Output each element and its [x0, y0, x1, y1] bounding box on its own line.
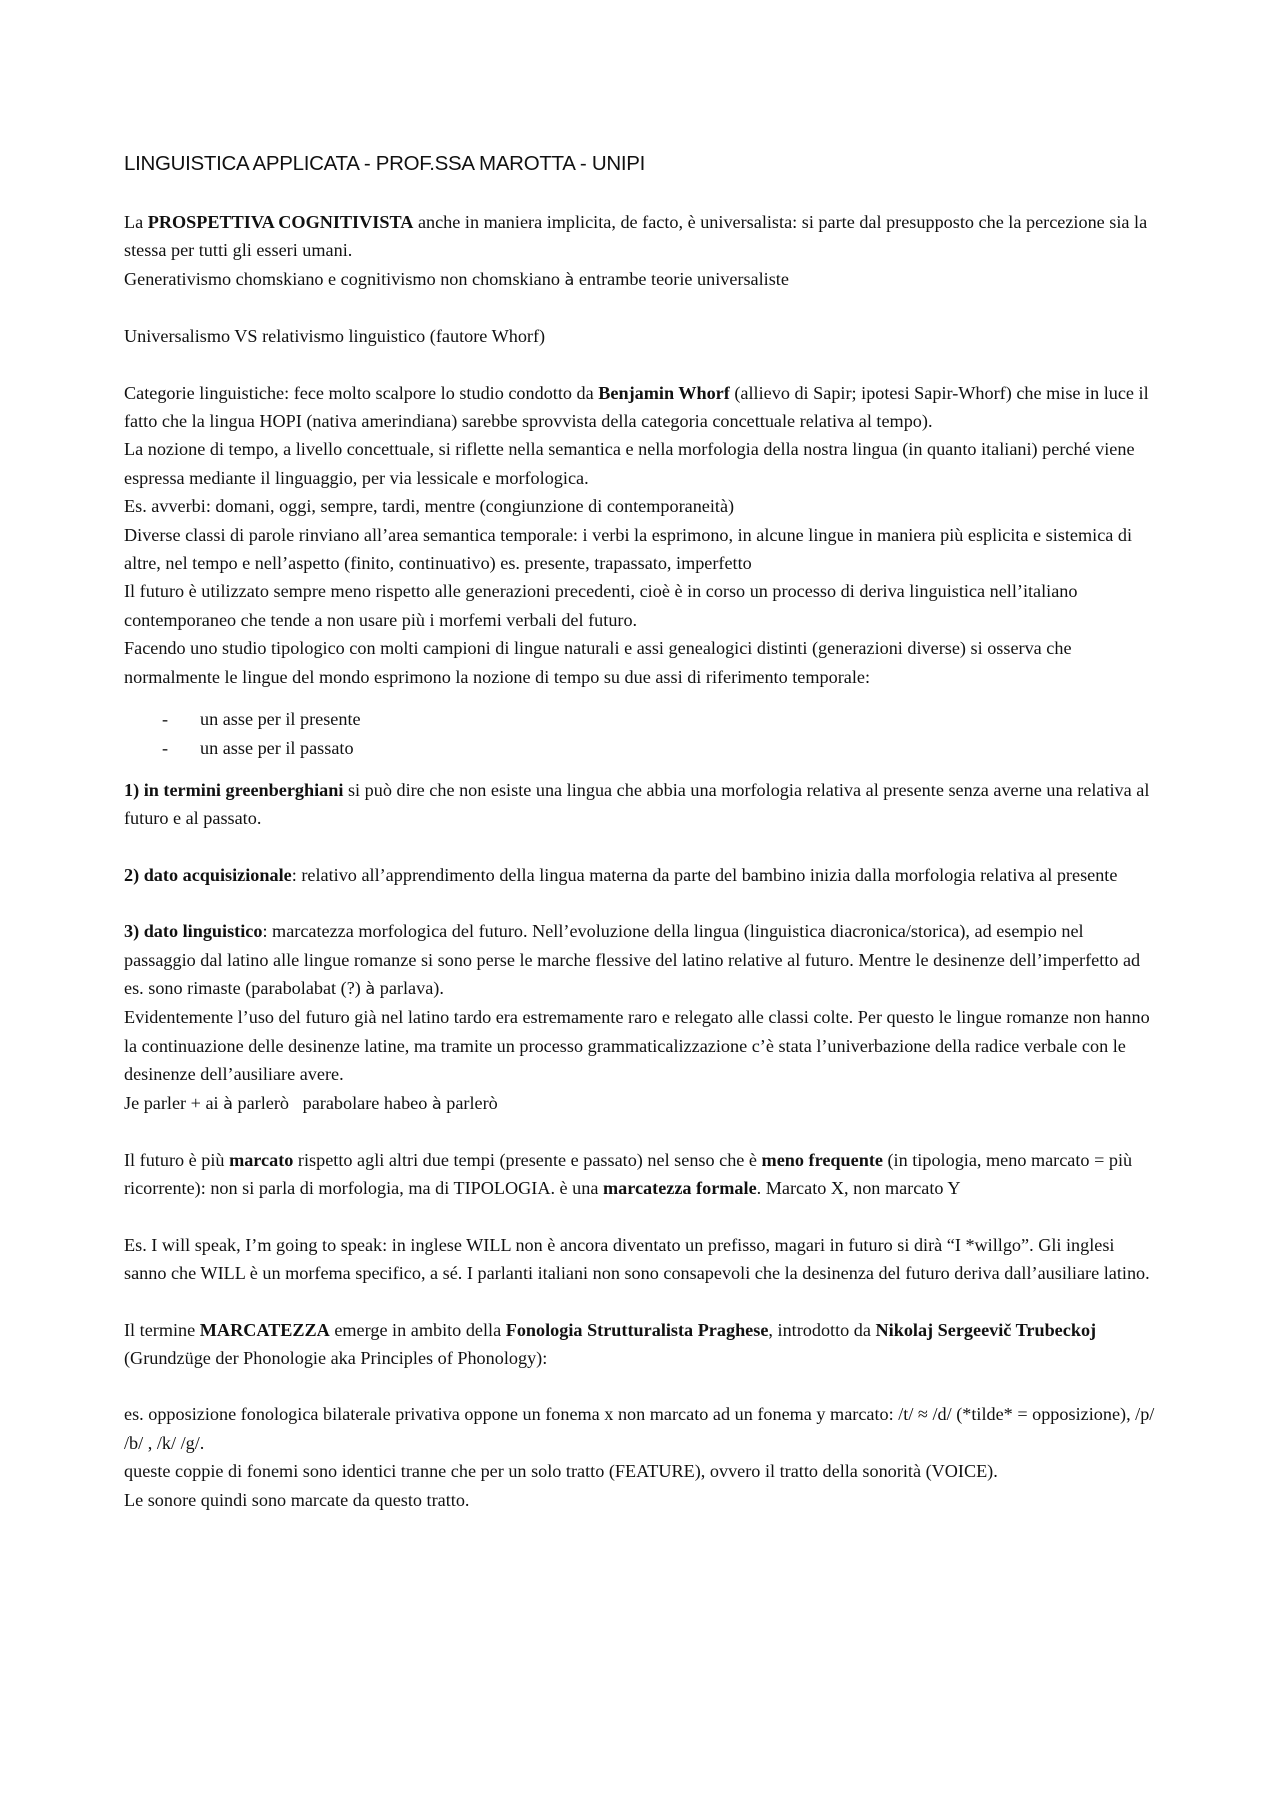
paragraph-studio-tipologico: Facendo uno studio tipologico con molti campioni di lingue naturali e assi genealogici distinti (generazioni diverse) si osserva che normalmente le lingue del mondo esprimono la nozione di tempo su due assi di riferimento temporale:	[124, 638, 1072, 687]
arrow-glyph: à	[223, 1093, 233, 1113]
bold-term: Benjamin Whorf	[598, 382, 730, 403]
paragraph-prospettiva	[124, 208, 1159, 265]
text-run: Il futuro è più	[124, 1149, 230, 1170]
text-run: parlerò	[441, 1092, 498, 1113]
text-run: (Grundzüge der Phonologie aka Principles of Phonology):	[124, 1348, 548, 1368]
paragraph-avverbi: Es. avverbi: domani, oggi, sempre, tardi, mentre (congiunzione di contemporaneità)	[124, 496, 735, 517]
arrow-glyph: à	[431, 1093, 442, 1113]
arrow-glyph: à	[365, 978, 376, 998]
paragraph-nozione-tempo: La nozione di tempo, a livello concettuale, si riflette nella semantica e nella morfologia della nostra lingua (in quanto italiani) perché viene espressa mediante il linguaggio, per via lessicale e morfologica.	[124, 439, 1135, 488]
text-run: : marcatezza morfologica del futuro. Nell’evoluzione della lingua (linguistica diacronica/storica), ad esempio nel passaggio dal latino alle lingue romanze si sono perse le marche flessive del latino relative al futuro. Mentre le desinenze dell’imperfetto ad es. sono rimaste (parabolabat (?)	[124, 921, 1141, 998]
text-run: La	[124, 212, 148, 232]
bold-term: PROSPETTIVA COGNITIVISTA	[147, 212, 414, 232]
paragraph-universalismo: Universalismo VS relativismo linguistico (fautore Whorf)	[124, 326, 546, 347]
paragraph-will-speak: Es. I will speak, I’m going to speak: in inglese WILL non è ancora diventato un prefisso, magari in futuro si dirà “I *willgo”. Gli inglesi sanno che WILL è un morfema specifico, a sé. I parlanti italiani non sono consapevoli che la desinenza del futuro deriva dall’ausiliare latino.	[124, 1234, 1150, 1284]
paragraph-sonore: Le sonore quindi sono marcate da questo tratto.	[124, 1489, 470, 1510]
text-run: parlava).	[375, 977, 444, 998]
bold-term: marcato	[229, 1149, 294, 1170]
paragraph-je-parler	[124, 1089, 1159, 1118]
text-run: : relativo all’apprendimento della lingua materna da parte del bambino inizia dalla morfologia relativa al presente	[291, 864, 1118, 885]
paragraph-futuro-uso: Il futuro è utilizzato sempre meno rispetto alle generazioni precedenti, cioè è in corso un processo di deriva linguistica nell’italiano contemporaneo che tende a non usare più i morfemi verbali del futuro.	[124, 581, 1078, 630]
paragraph-acquisizionale	[124, 861, 1159, 889]
text-run: (in tipologia, meno marcato = più ricorrente): non si parla di morfologia, ma di TIPOLOGIA. è una	[124, 1149, 1133, 1199]
paragraph-greenberghiani	[124, 776, 1159, 833]
paragraph-dato-linguistico	[124, 917, 1159, 1003]
bold-term: meno frequente	[761, 1149, 883, 1170]
paragraph-categorie	[124, 379, 1159, 436]
text-run: Il termine	[124, 1319, 200, 1340]
bold-term: 2) dato acquisizionale	[124, 864, 292, 885]
text-run: parlerò parabolare habeo	[232, 1092, 432, 1113]
text-run: Categorie linguistiche: fece molto scalpore lo studio condotto da	[124, 382, 599, 403]
list-item: - un asse per il passato	[162, 734, 1159, 762]
paragraph-generativismo	[124, 265, 1159, 294]
text-run: si può dire che non esiste una lingua che abbia una morfologia relativa al presente senza averne una relativa al futuro e al passato.	[124, 779, 1150, 829]
document-title: LINGUISTICA APPLICATA - PROF.SSA MAROTTA - UNIPI	[124, 152, 645, 175]
bold-term: 1) in termini greenberghiani	[124, 779, 344, 800]
paragraph-marcatezza-termine	[124, 1316, 1159, 1373]
dash-list	[124, 705, 1159, 762]
bold-term: MARCATEZZA	[199, 1319, 330, 1340]
arrow-glyph: à	[564, 269, 575, 289]
bold-term: 3) dato linguistico	[124, 921, 263, 942]
text-run: . Marcato X, non marcato Y	[756, 1178, 961, 1199]
text-run: rispetto agli altri due tempi (presente e passato) nel senso che è	[293, 1149, 762, 1170]
paragraph-latino-tardo: Evidentemente l’uso del futuro già nel latino tardo era estremamente raro e relegato alle classi colte. Per questo le lingue romanze non hanno la continuazione delle desinenze latine, ma tramite un processo grammaticalizzazione c’è stata l’univerbazione della radice verbale con le desinenze dell’ausiliare avere.	[124, 1007, 1150, 1085]
text-run: (allievo di Sapir; ipotesi Sapir-Whorf) che mise in luce il fatto che la lingua HOPI (nativa amerindiana) sarebbe sprovvista della categoria concettuale relativa al tempo).	[124, 382, 1149, 432]
text-run: Generativismo chomskiano e cognitivismo non chomskiano	[124, 268, 565, 289]
paragraph-coppie-fonemi: queste coppie di fonemi sono identici tranne che per un solo tratto (FEATURE), ovvero il tratto della sonorità (VOICE).	[124, 1461, 998, 1482]
paragraph-classi-parole: Diverse classi di parole rinviano all’area semantica temporale: i verbi la esprimono, in alcune lingue in maniera più esplicita e sistemica di altre, nel tempo e nell’aspetto (finito, continuativo) es. presente, trapassato, imperfetto	[124, 524, 1133, 574]
document-body	[124, 150, 1159, 1514]
text-run: anche in maniera implicita, de facto, è universalista: si parte dal presupposto che la percezione sia la stessa per tutti gli esseri umani.	[124, 212, 1148, 261]
bold-term: Fonologia Strutturalista Praghese	[505, 1319, 769, 1340]
text-run: , introdotto da	[768, 1319, 876, 1340]
paragraph-opposizione: es. opposizione fonologica bilaterale privativa oppone un fonema x non marcato ad un fonema y marcato: /t/ ≈ /d/ (*tilde* = opposizione), /p/ /b/ , /k/ /g/.	[124, 1404, 1155, 1453]
bold-term: Nikolaj Sergeevič Trubeckoj	[875, 1319, 1097, 1340]
text-run: entrambe teorie universaliste	[574, 268, 789, 289]
paragraph-futuro-marcato	[124, 1146, 1159, 1203]
list-item: - un asse per il presente	[162, 705, 1159, 733]
text-run: emerge in ambito della	[329, 1319, 506, 1340]
bold-term: marcatezza formale	[602, 1178, 757, 1199]
text-run: Je parler + ai	[124, 1092, 224, 1113]
